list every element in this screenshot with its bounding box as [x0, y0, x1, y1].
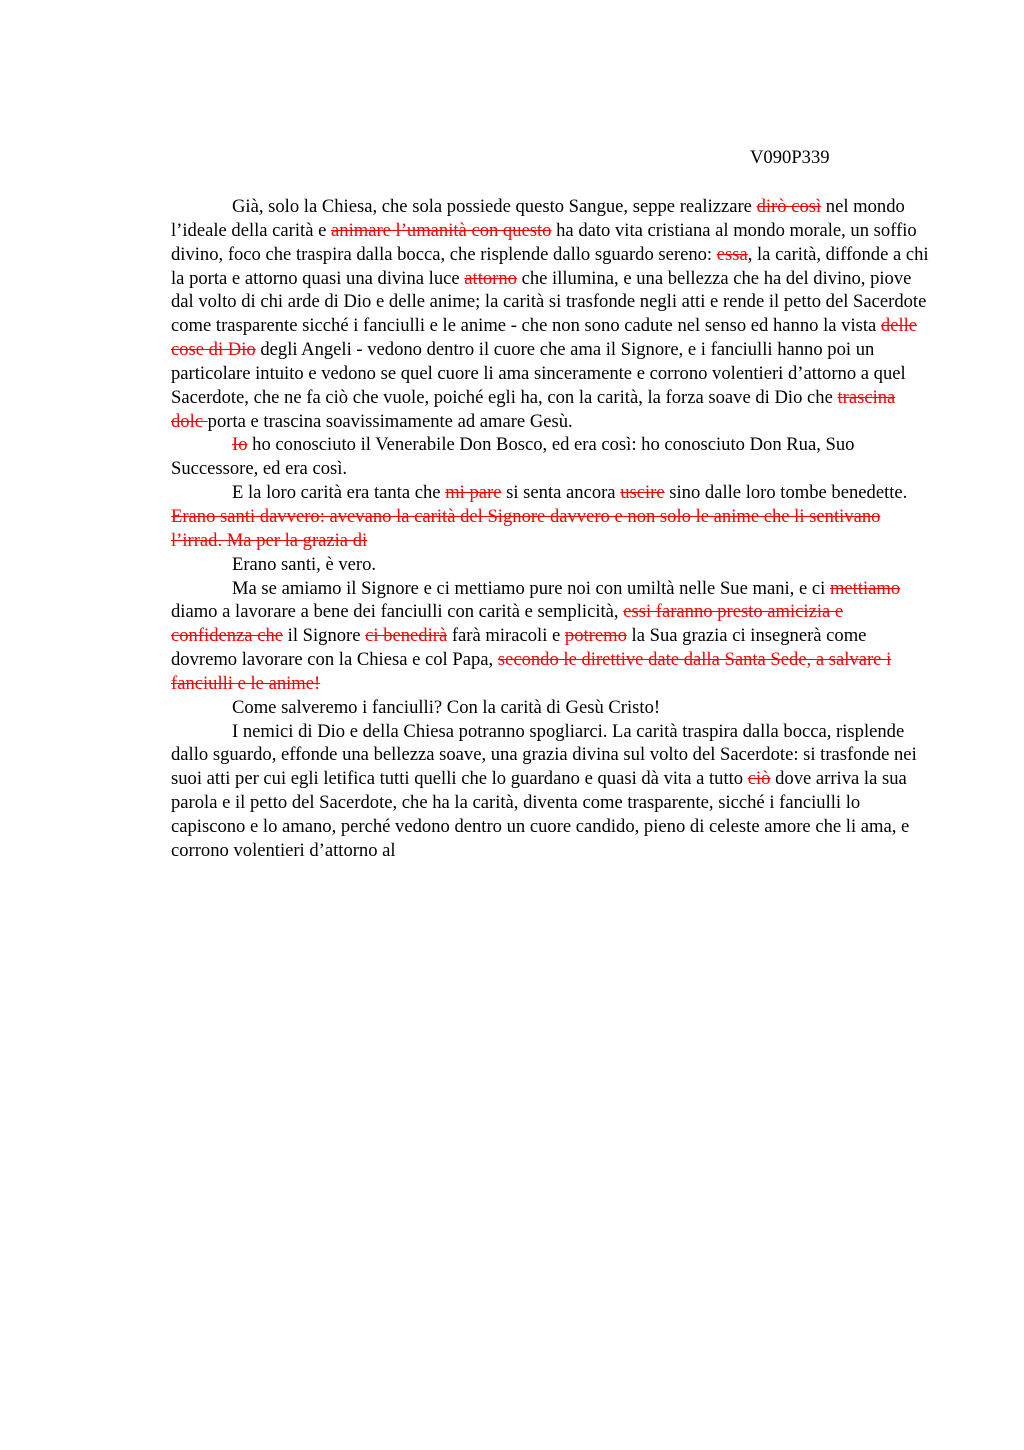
text-segment: E la loro carità era tanta che: [232, 482, 446, 504]
deleted-text: essi faranno presto amicizia e confidenza che: [171, 601, 844, 647]
text-segment: Già, solo la Chiesa, che sola possiede questo Sangue, seppe realizzare: [232, 196, 757, 217]
deleted-text: essa: [716, 243, 748, 265]
deleted-text: attorno: [464, 267, 517, 289]
text-segment: I nemici di Dio e della Chiesa potranno spogliarci. La carità traspira dalla bocca, risplende dallo sguardo, effonde una bellezza soave, una grazia divina sul volto del Sacerdote: si trasfonde nei suoi atti per cui egli letifica tutti quelli che lo guardano e quasi dà vita a tutto: [171, 720, 917, 790]
paragraph: [171, 553, 929, 577]
text-segment: Ma se amiamo il Signore e ci mettiamo pure noi con umiltà nelle Sue mani, e ci: [232, 577, 830, 599]
deleted-text: Erano santi davvero: avevano la carità del Signore davvero e non solo le anime che li sentivano l’irrad. Ma per la grazia di: [171, 505, 881, 551]
deleted-text: mettiamo: [829, 577, 901, 599]
deleted-text: dirò così: [756, 196, 822, 217]
text-segment: degli Angeli - vedono dentro il cuore che ama il Signore, e i fanciulli hanno poi un particolare intuito e vedono se quel cuore li ama sinceramente e corrono volentieri d’attorno a quel Sacerdote, che ne fa ciò che vuole, poiché egli ha, con la carità, la forza soave di Dio che: [171, 339, 906, 408]
text-segment: il Signore: [283, 625, 366, 647]
text-segment: che illumina, e una bellezza che ha del divino, piove dal volto di chi arde di Dio e delle anime; la carità si trasfonde negli atti e rende il petto del Sacerdote come trasparente sicché i fanciulli e le anime - che non sono cadute nel senso ed hanno la vista: [171, 267, 927, 337]
text-segment: diamo a lavorare a bene dei fanciulli con carità e semplicità,: [171, 601, 624, 623]
text-segment: dove arriva la sua parola e il petto del Sacerdote, che ha la carità, diventa come trasparente, sicché i fanciulli lo capiscono e lo amano, perché vedono dentro un cuore candido, pieno di celeste amore che li ama, e corrono volentieri d’attorno al: [171, 768, 910, 861]
paragraph: [171, 433, 929, 481]
deleted-text: animare l’umanità con questo: [331, 219, 552, 241]
deleted-text: delle cose di Dio: [171, 315, 918, 361]
text-segment: si senta ancora: [501, 482, 621, 504]
text-segment: farà miracoli e: [447, 625, 565, 647]
deleted-text: ci benedirà: [365, 625, 448, 647]
deleted-text: trascina dolc: [171, 386, 896, 432]
text-segment: sino dalle loro tombe benedette.: [664, 482, 908, 504]
document-body: [171, 195, 929, 863]
paragraph: [171, 696, 929, 720]
text-segment: Come salveremo i fanciulli? Con la carità di Gesù Cristo!: [232, 696, 661, 718]
text-segment: Erano santi, è vero.: [232, 553, 377, 575]
paragraph: [171, 577, 929, 696]
text-segment: ho conosciuto il Venerabile Don Bosco, ed era così: ho conosciuto Don Rua, Suo Successore, ed era così.: [171, 434, 855, 480]
deleted-text: Io: [232, 434, 248, 456]
text-segment: nel mondo l’ideale della carità e: [171, 196, 905, 241]
page-identifier: V090P339: [750, 147, 830, 168]
text-segment: la Sua grazia ci insegnerà come dovremo lavorare con la Chiesa e col Papa,: [171, 625, 867, 671]
deleted-text: secondo le direttive date dalla Santa Sede, a salvare i fanciulli e le anime!: [171, 649, 892, 694]
text-segment: ha dato vita cristiana al mondo morale, un soffio divino, foco che traspira dalla bocca, che risplende dallo sguardo sereno:: [171, 219, 917, 265]
paragraph: [171, 720, 929, 863]
paragraph: [171, 195, 929, 433]
deleted-text: potremo: [564, 625, 627, 647]
text-segment: porta e trascina soavissimamente ad amare Gesù.: [207, 410, 573, 432]
text-segment: , la carità, diffonde a chi la porta e attorno quasi una divina luce: [171, 243, 929, 289]
deleted-text: mi pare: [445, 482, 502, 504]
paragraph: [171, 481, 929, 553]
deleted-text: uscire: [620, 482, 665, 504]
deleted-text: ciò: [747, 768, 771, 790]
